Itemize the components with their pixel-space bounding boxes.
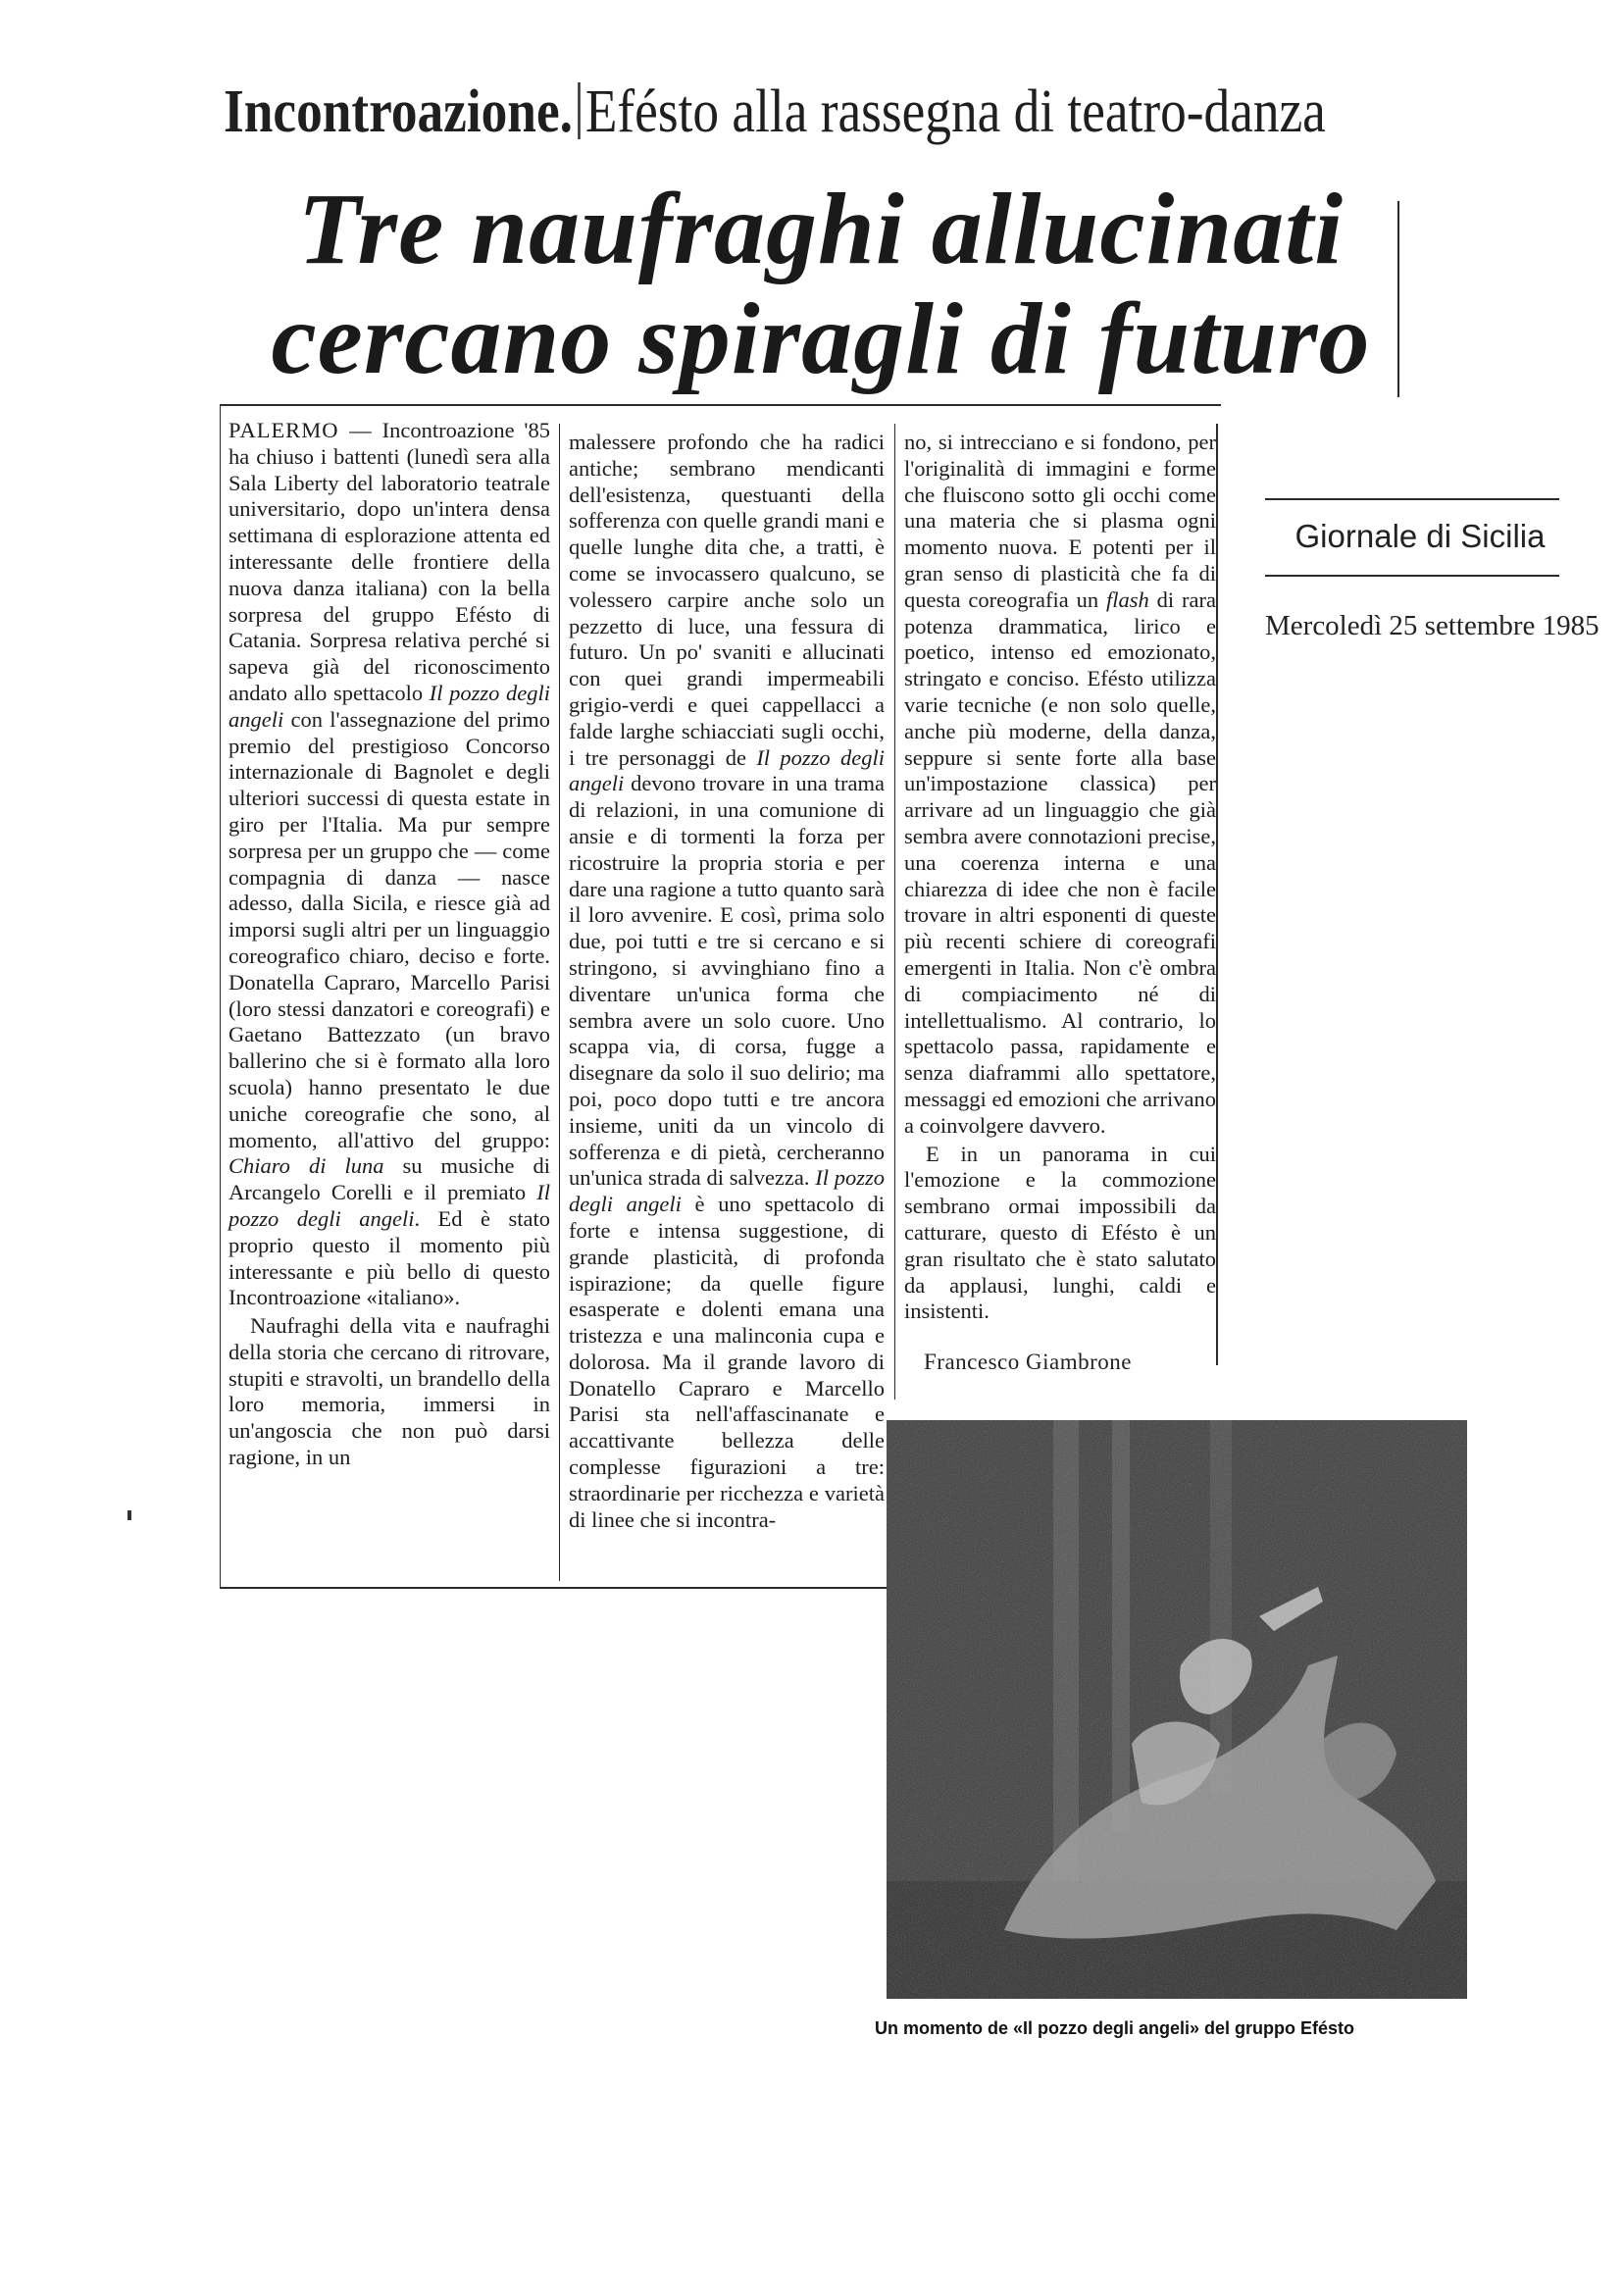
headline-line-2: cercano spiragli di futuro xyxy=(271,282,1371,395)
kicker-line xyxy=(224,76,1371,147)
text-run: è uno spettacolo di forte e intensa suggestione, di grande plasticità, di profonda ispirazione; da quelle figure esasperate e dolenti emana una tristezza e una malinconia cupa e dolorosa. Ma il grande lavoro di Donatello Capraro e Marcello Parisi sta nell'affascinanate e accattivante bellezza delle complesse figurazioni a tre: straordinarie per ricchezza e varietà di linee che si incontra- xyxy=(569,1192,885,1532)
article-column-3 xyxy=(904,430,1216,1325)
work-title: Chiaro di luna xyxy=(228,1153,384,1179)
byline: Francesco Giambrone xyxy=(924,1350,1132,1374)
headline-line-1: Tre naufraghi allucinati xyxy=(297,173,1345,285)
work-title: Il pozzo degli angeli xyxy=(569,1165,885,1217)
masthead: Giornale di Sicilia xyxy=(1294,518,1546,554)
kicker-series: Incontroazione xyxy=(224,78,560,145)
text-run: di rara potenza drammatica, lirico e poetico, intenso ed emozionato, stringato e conciso. Efésto utilizza varie tecniche (e non solo quelle, anche più moderne, della danza, seppure si sente forte alla base un'impostazione classica) per arrivare ad un linguaggio che già sembra avere connotazioni precise, una coerenza interna e una chiarezza di idee che non è facile trovare in altri esponenti di queste più recenti schiere di coreografi emergenti in Italia. Non c'è ombra di compiacimento né di intellettualismo. Al contrario, lo spettacolo passa, rapidamente e senza diaframmi allo spettatore, messaggi ed emozioni che arrivano a coinvolgere davvero. xyxy=(904,586,1217,1138)
article-paragraph xyxy=(904,430,1216,1140)
dance-scene-illustration xyxy=(887,1420,1467,1999)
dateline: PALERMO — xyxy=(228,418,373,442)
article-paragraph: E in un panorama in cui l'emozione e la commozione sembrano ormai impossibili da catturare, questo di Efésto è un gran risultato che è stato salutato da applausi, lunghi, caldi e insistenti. xyxy=(904,1141,1216,1324)
text-run: devono trovare in una trama di relazioni, in una comunione di ansie e di tormenti la forza per ricostruire la propria storia e per dare una ragione a tutto quanto sarà il loro avvenire. E così, prima solo due, poi tutti e tre si cercano e si stringono, si avvinghiano fino a diventare un'unica forma che sembra avere un solo cuore. Uno scappa via, di corsa, fugge a disegnare da solo il suo delirio; ma poi, poco dopo tutti e tre ancora insieme, uniti da un vincolo di sofferenza e di pietà, cercheranno un'unica strada di salvezza. xyxy=(569,771,885,1191)
headline xyxy=(257,175,1385,394)
article-top-rule xyxy=(221,404,1221,406)
article-paragraph: Naufraghi della vita e naufraghi della storia che cercano di ritrovare, stupiti e stravolti, un brandello della loro memoria, immersi in un'angoscia che non può darsi ragione, in un xyxy=(228,1313,550,1470)
work-title: Il pozzo degli angeli xyxy=(228,680,551,732)
article-right-rule xyxy=(1216,424,1218,1365)
article-left-rule xyxy=(220,404,221,1589)
flash-word: flash xyxy=(1106,586,1149,612)
performance-photo xyxy=(887,1420,1467,1999)
column-rule-1 xyxy=(559,424,560,1581)
article-column-2 xyxy=(569,430,885,1533)
kicker-dot: . xyxy=(559,78,573,145)
text-run: su musiche di Arcangelo Corelli e il premiato xyxy=(228,1153,550,1205)
article-column-1 xyxy=(228,418,550,1471)
column-rule-2 xyxy=(894,424,895,1400)
masthead-top-rule xyxy=(1265,498,1559,500)
scan-mark xyxy=(127,1510,131,1520)
photo-caption: Un momento de «Il pozzo degli angeli» del gruppo Efésto xyxy=(875,2018,1355,2038)
text-run: no, si intrecciano e si fondono, per l'originalità di immagini e forme che fluiscono sotto gli occhi come una materia che si plasma ogni momento nuova. E potenti per il gran senso di plasticità che fa di questa coreografia un xyxy=(904,430,1216,612)
text-run: con l'assegnazione del primo premio del prestigioso Concorso internazionale di Bagnolet e degli ulteriori successi di questa estate in giro per l'Italia. Ma pur sempre sorpresa per un gruppo che — come compagnia di danza — nasce adesso, dalla Sicila, e riesce già ad imporsi sugli altri per un linguaggio coreografico chiaro, deciso e forte. Donatella Capraro, Marcello Parisi (loro stessi danzatori e coreografi) e Gaetano Battezzato (un bravo ballerino che si è formato alla loro scuola) hanno presentato le due uniche coreografie che sono, al momento, all'attivo del gruppo: xyxy=(228,706,550,1152)
work-title: Il pozzo degli angeli xyxy=(228,1180,550,1231)
kicker-subject: Efésto alla rassegna di teatro-danza xyxy=(584,78,1326,145)
headline-right-rule xyxy=(1397,201,1399,397)
text-run: . Ed è stato proprio questo il momento più interessante e più bello di questo Incontroazione «italiano». xyxy=(228,1205,550,1310)
text-run: Incontroazione '85 ha chiuso i battenti (lunedì sera alla Sala Liberty del laboratorio teatrale universitario, dopo un'intera densa settimana di esplorazione attenta ed interessante delle frontiere della nuova danza italiana) con la bella sorpresa del gruppo Efésto di Catania. Sorpresa relativa perché si sapeva già del riconoscimento andato allo spettacolo xyxy=(228,418,550,705)
work-title: Il pozzo degli angeli xyxy=(569,744,885,796)
text-run: malessere profondo che ha radici antiche; sembrano mendicanti dell'esistenza, questuanti della sofferenza con quelle grandi mani e quelle lunghe dita che, a tratti, è come se invocassero qualcuno, se volessero carpire anche solo un pezzetto di luce, una fessura di futuro. Un po' svaniti e allucinati con quei grandi impermeabili grigio-verdi e quei cappellacci a falde larghe schiacciati sugli occhi, i tre personaggi de xyxy=(569,430,885,770)
publication-date: Mercoledì 25 settembre 1985 xyxy=(1265,610,1599,641)
article-paragraph xyxy=(569,430,885,1533)
kicker-separator xyxy=(578,82,581,139)
article-paragraph xyxy=(228,418,550,1311)
article-bottom-rule xyxy=(221,1587,888,1589)
masthead-bottom-rule xyxy=(1265,575,1559,577)
